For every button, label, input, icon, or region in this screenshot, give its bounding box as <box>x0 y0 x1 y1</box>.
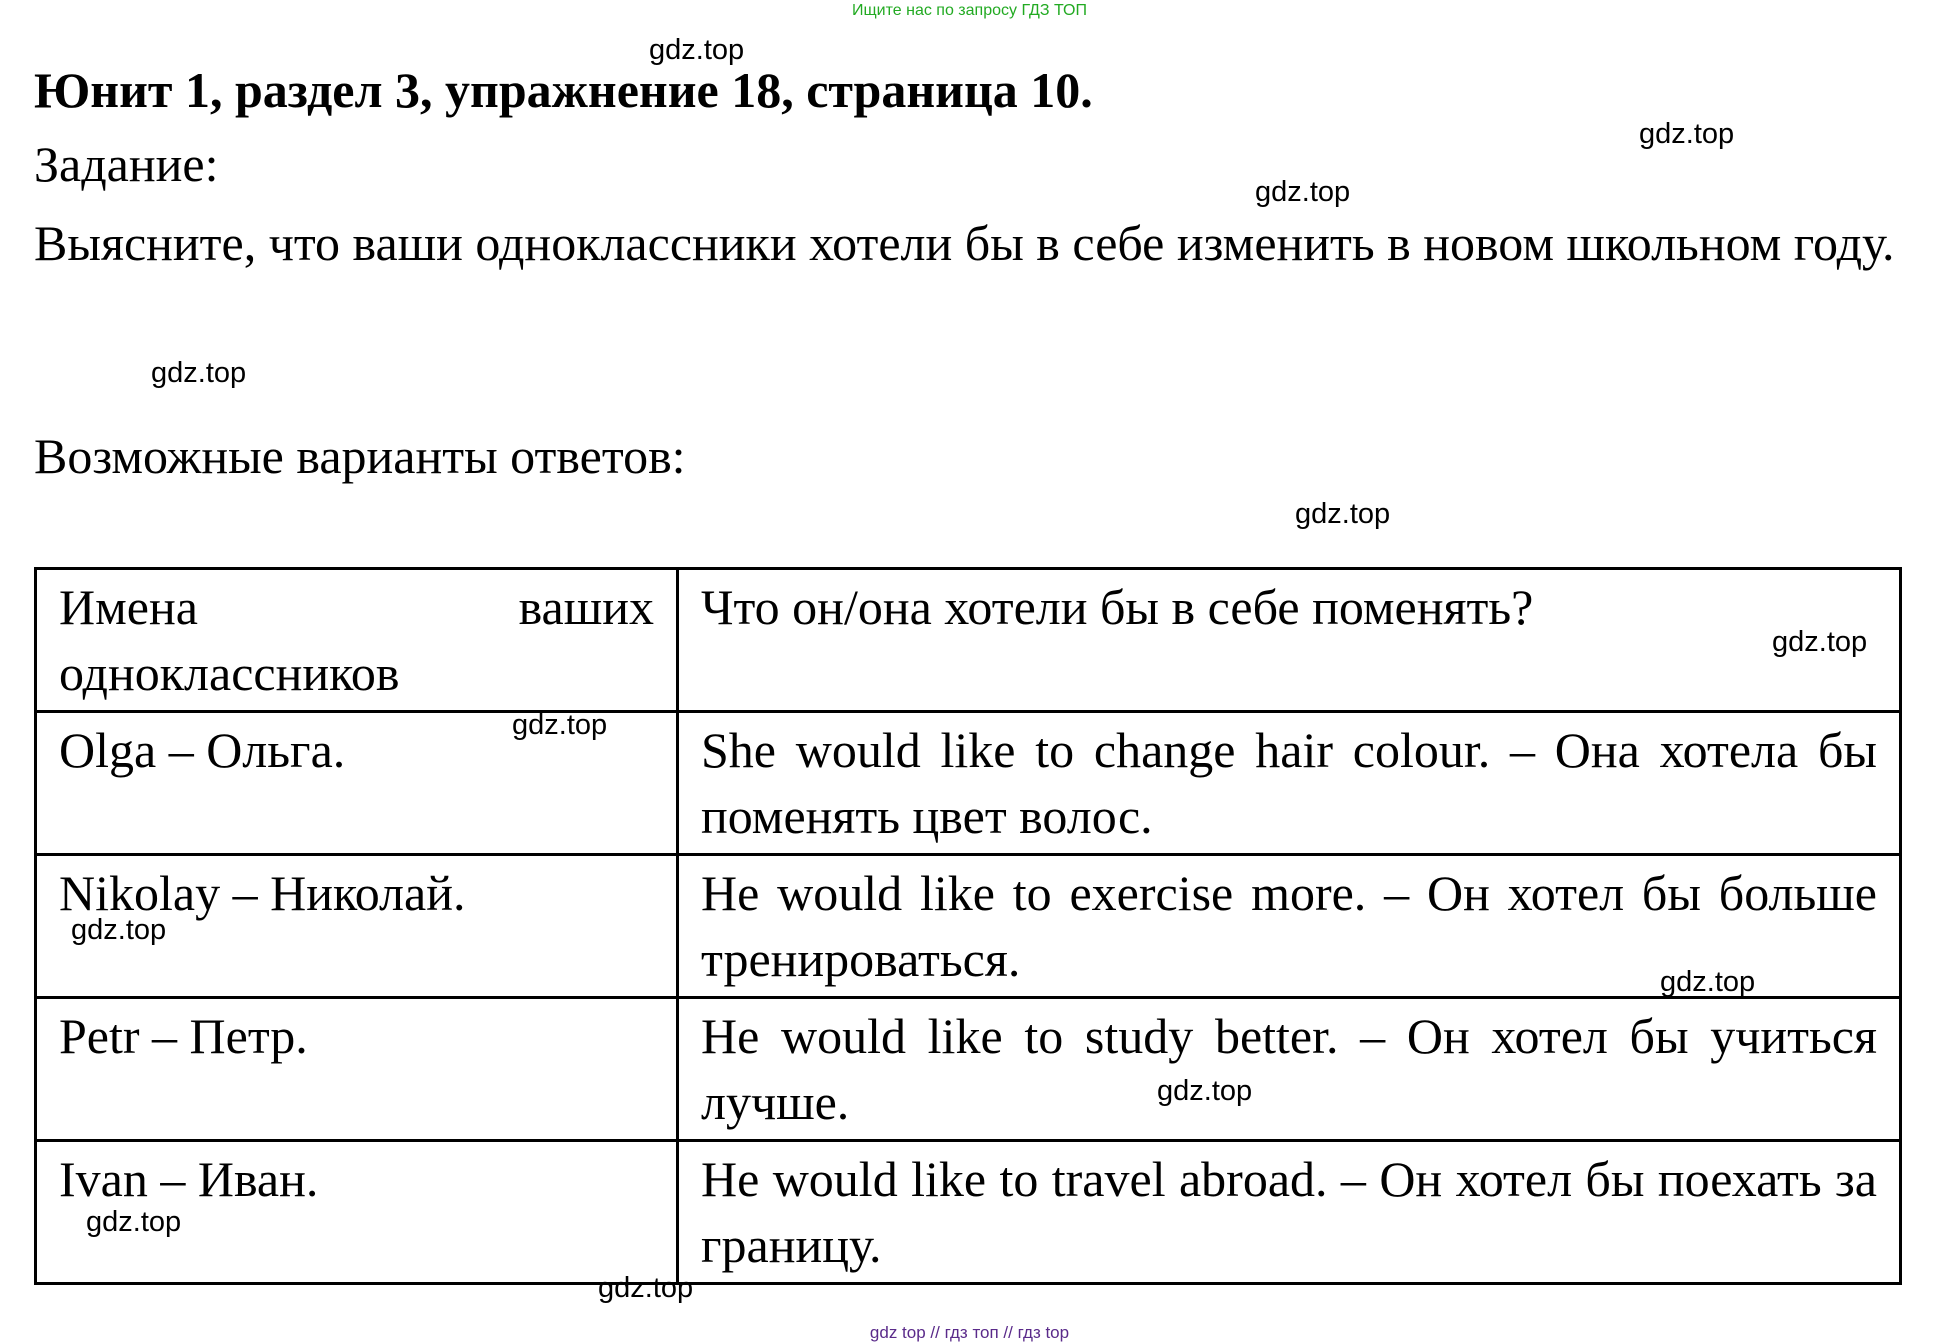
table-header-row <box>36 569 1901 712</box>
header-changes: Что он/она хотели бы в себе поменять? <box>678 569 1901 712</box>
watermark: gdz.top <box>649 34 745 66</box>
row-name: Petr – Петр. <box>36 998 678 1141</box>
table-row <box>36 1141 1901 1284</box>
header-names: Имена ваших одноклассников <box>36 569 678 712</box>
row-name: Ivan – Иван. <box>36 1141 678 1284</box>
row-answer: He would like to travel abroad. – Он хотел бы поехать за границу. <box>678 1141 1901 1284</box>
task-label: Задание: <box>34 136 219 192</box>
watermark: gdz.top <box>71 914 167 946</box>
table-row <box>36 855 1901 998</box>
watermark: gdz.top <box>1660 966 1756 998</box>
row-name: Nikolay – Николай. <box>36 855 678 998</box>
watermark: gdz.top <box>1157 1075 1253 1107</box>
watermark: gdz.top <box>1772 626 1868 658</box>
watermark: gdz.top <box>1639 118 1735 150</box>
bottom-banner: gdz top // гдз топ // гдз top <box>869 1323 1070 1342</box>
answers-table <box>34 567 1902 1285</box>
row-answer: She would like to change hair colour. – Она хотела бы поменять цвет волос. <box>678 712 1901 855</box>
task-text: Выясните, что ваши одноклассники хотели бы в себе изменить в новом школьном году. <box>34 215 1895 271</box>
watermark: gdz.top <box>598 1272 694 1304</box>
top-banner: Ищите нас по запросу ГДЗ ТОП <box>852 2 1087 19</box>
row-answer: He would like to exercise more. – Он хотел бы больше тренироваться. <box>678 855 1901 998</box>
watermark: gdz.top <box>151 357 247 389</box>
watermark: gdz.top <box>86 1206 182 1238</box>
row-name: Olga – Ольга. <box>36 712 678 855</box>
page-title: Юнит 1, раздел 3, упражнение 18, страница 10. <box>34 62 1093 118</box>
watermark: gdz.top <box>1255 176 1351 208</box>
answers-label: Возможные варианты ответов: <box>34 428 686 484</box>
row-answer: He would like to study better. – Он хотел бы учиться лучше. <box>678 998 1901 1141</box>
table-row <box>36 998 1901 1141</box>
watermark: gdz.top <box>1295 498 1391 530</box>
watermark: gdz.top <box>512 709 608 741</box>
table-row <box>36 712 1901 855</box>
